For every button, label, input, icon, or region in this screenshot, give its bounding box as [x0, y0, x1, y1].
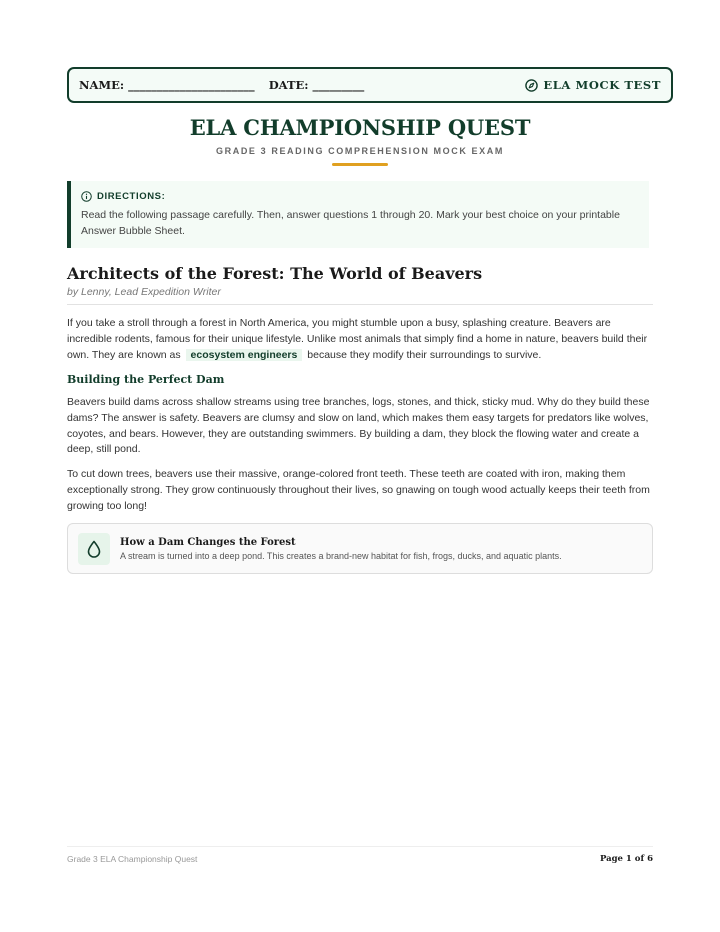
callout-title: How a Dam Changes the Forest — [120, 536, 296, 548]
divider — [67, 304, 653, 305]
intro-text-end: because they modify their surroundings to survive. — [307, 348, 542, 361]
water-drop-icon — [86, 540, 102, 558]
info-callout — [67, 523, 653, 574]
badge-label: ELA MOCK TEST — [543, 78, 661, 92]
directions-heading-label: DIRECTIONS: — [97, 191, 166, 202]
mock-test-badge — [525, 78, 661, 92]
name-field-label: NAME: ______________________ — [79, 78, 255, 92]
info-icon — [81, 191, 92, 202]
page-title: ELA CHAMPIONSHIP QUEST — [189, 115, 531, 140]
directions-text: Read the following passage carefully. Then, answer questions 1 through 20. Mark your best choice on your printable Answer Bubble Sheet. — [81, 209, 620, 237]
footer-divider — [67, 846, 653, 847]
paragraph-teeth: To cut down trees, beavers use their massive, orange-colored front teeth. These teeth are coated with iron, making them exceptionally strong. They grow continuously throughout their lives, so gnawing on tough wood actually keeps their teeth from growing too long! — [67, 468, 650, 512]
intro-text-start: If you take a stroll through a forest in North America, you might stumble upon a busy, splashing creature. Beavers are incredible rodents, famous for their unique lifestyle. Unlike most animals that simply find a home in nature, beavers build their own. They are known as — [67, 317, 648, 361]
article-title: Architects of the Forest: The World of Beavers — [67, 264, 483, 283]
date-field-label: DATE: _________ — [268, 78, 365, 92]
student-info — [79, 78, 364, 92]
compass-icon — [525, 79, 538, 92]
page-number: Page 1 of 6 — [599, 854, 653, 864]
header-bar — [67, 67, 673, 103]
paragraph-dams: Beavers build dams across shallow streams using tree branches, logs, stones, and thick, sticky mud. Why do they build these dams? The answer is safety. Beavers are clumsy and slow on land, which makes them easy targets for predators like wolves, coyotes, and bears. However, they are outstanding swimmers. By building a dam, they block the flowing water and create a deep, still pond. — [67, 396, 650, 456]
callout-text: A stream is turned into a deep pond. This creates a brand-new habitat for fish, frogs, ducks, and aquatic plants. — [120, 550, 562, 561]
callout-content — [120, 537, 562, 561]
section-heading: Building the Perfect Dam — [67, 373, 225, 386]
directions-heading — [81, 191, 637, 202]
page-subtitle: GRADE 3 READING COMPREHENSION MOCK EXAM — [216, 146, 504, 156]
directions-box — [67, 181, 649, 248]
article-byline: by Lenny, Lead Expedition Writer — [67, 286, 221, 298]
footer-title: Grade 3 ELA Championship Quest — [67, 854, 198, 864]
title-underline — [332, 163, 388, 166]
highlighted-term: ecosystem engineers — [186, 349, 303, 361]
callout-icon-box — [78, 533, 110, 565]
intro-paragraph — [67, 316, 653, 363]
